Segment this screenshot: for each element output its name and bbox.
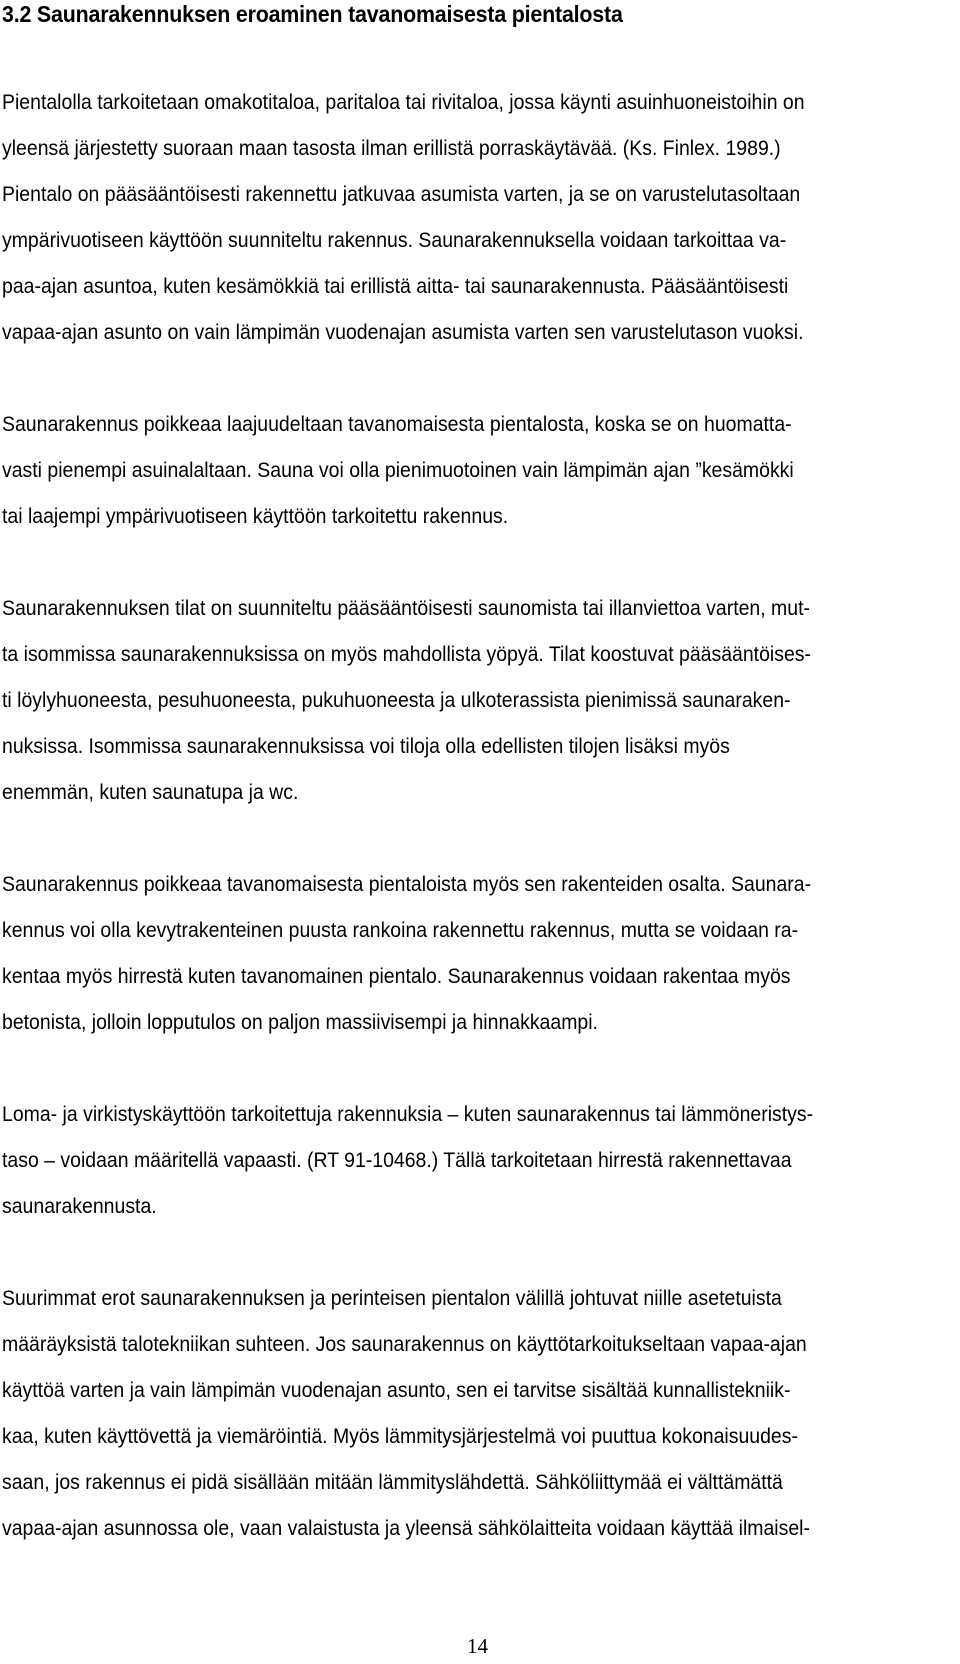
text-line: paa-ajan asuntoa, kuten kesämökkiä tai erillistä aitta- tai saunarakennusta. Pääsääntöisesti: [2, 274, 789, 298]
paragraph-2: [2, 401, 942, 539]
text-line: Saunarakennus poikkeaa laajuudeltaan tavanomaisesta pientalosta, koska se on huomatta-: [2, 412, 792, 436]
text-line: Saunarakennuksen tilat on suunniteltu pääsääntöisesti saunomista tai illanviettoa varten, mut-: [2, 596, 810, 620]
paragraph-3: [2, 585, 942, 815]
text-line: taso – voidaan määritellä vapaasti. (RT 91-10468.) Tällä tarkoitetaan hirrestä rakennettavaa: [2, 1148, 792, 1172]
text-line: Loma- ja virkistyskäyttöön tarkoitettuja rakennuksia – kuten saunarakennus tai lämmöneristys-: [2, 1102, 814, 1126]
text-line: saan, jos rakennus ei pidä sisällään mitään lämmityslähdettä. Sähköliittymää ei välttämättä: [2, 1470, 783, 1494]
text-line: kennus voi olla kevytrakenteinen puusta rankoina rakennettu rakennus, mutta se voidaan ra-: [2, 918, 799, 942]
text-line: betonista, jolloin lopputulos on paljon massiivisempi ja hinnakkaampi.: [2, 1010, 598, 1034]
paragraph-6: [2, 1275, 942, 1551]
page-number: 14: [467, 1634, 488, 1658]
text-line: Saunarakennus poikkeaa tavanomaisesta pientaloista myös sen rakenteiden osalta. Saunara-: [2, 872, 812, 896]
text-line: Pientalo on pääsääntöisesti rakennettu jatkuvaa asumista varten, ja se on varustelutasoltaan: [2, 182, 801, 206]
paragraph-5: [2, 1091, 942, 1229]
text-line: yleensä järjestetty suoraan maan tasosta ilman erillistä porraskäytävää. (Ks. Finlex. 1989.): [2, 136, 781, 160]
text-line: käyttöä varten ja vain lämpimän vuodenajan asunto, sen ei tarvitse sisältää kunnallistekniik-: [2, 1378, 791, 1402]
text-line: saunarakennusta.: [2, 1194, 157, 1218]
text-line: vapaa-ajan asunto on vain lämpimän vuodenajan asumista varten sen varustelutason vuoksi.: [2, 320, 804, 344]
paragraph-1: [2, 79, 942, 355]
text-line: ympärivuotiseen käyttöön suunniteltu rakennus. Saunarakennuksella voidaan tarkoittaa va-: [2, 228, 787, 252]
text-line: kaa, kuten käyttövettä ja viemäröintiä. Myös lämmitysjärjestelmä voi puuttua kokonaisuudes-: [2, 1424, 798, 1448]
text-line: enemmän, kuten saunatupa ja wc.: [2, 780, 299, 804]
text-line: ti löylyhuoneesta, pesuhuoneesta, pukuhuoneesta ja ulkoterassista pienimissä saunaraken-: [2, 688, 791, 712]
text-line: vasti pienempi asuinalaltaan. Sauna voi olla pienimuotoinen vain lämpimän ajan ”kesämökki: [2, 458, 794, 482]
text-line: vapaa-ajan asunnossa ole, vaan valaistusta ja yleensä sähkölaitteita voidaan käyttää ilmaisel-: [2, 1516, 810, 1540]
text-line: kentaa myös hirrestä kuten tavanomainen pientalo. Saunarakennus voidaan rakentaa myös: [2, 964, 791, 988]
text-line: Suurimmat erot saunarakennuksen ja perinteisen pientalon välillä johtuvat niille asetetuista: [2, 1286, 782, 1310]
text-line: nuksissa. Isommissa saunarakennuksissa voi tiloja olla edellisten tilojen lisäksi myös: [2, 734, 730, 758]
paragraph-4: [2, 861, 942, 1045]
text-line: ta isommissa saunarakennuksissa on myös mahdollista yöpyä. Tilat koostuvat pääsääntöises-: [2, 642, 811, 666]
section-heading: 3.2 Saunarakennuksen eroaminen tavanomaisesta pientalosta: [2, 1, 623, 27]
text-line: tai laajempi ympärivuotiseen käyttöön tarkoitettu rakennus.: [2, 504, 509, 528]
text-line: Pientalolla tarkoitetaan omakotitaloa, paritaloa tai rivitaloa, jossa käynti asuinhuoneistoihin on: [2, 90, 805, 114]
text-line: määräyksistä talotekniikan suhteen. Jos saunarakennus on käyttötarkoitukseltaan vapaa-ajan: [2, 1332, 807, 1356]
